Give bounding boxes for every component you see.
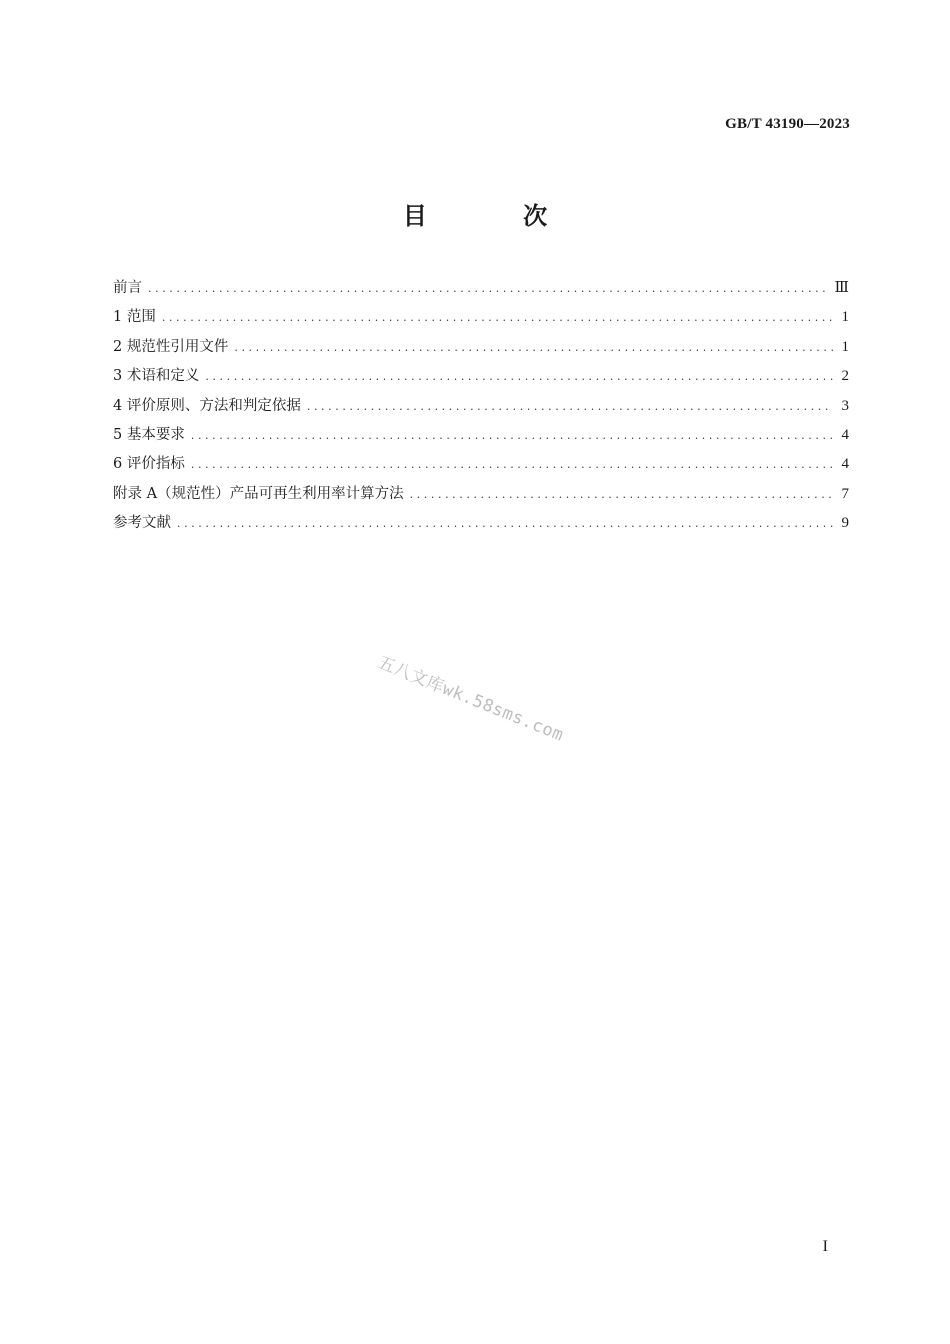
toc-entry-terms-definitions[interactable] <box>113 364 849 393</box>
dot-leader <box>205 370 833 383</box>
toc-entry-foreword[interactable] <box>113 276 849 305</box>
toc-entry-label: 1 范围 <box>113 309 156 326</box>
dot-leader <box>410 488 833 501</box>
page-number: I <box>822 1238 828 1255</box>
toc-entry-page: 7 <box>841 485 849 502</box>
dot-leader <box>234 341 833 354</box>
dot-leader <box>191 458 833 471</box>
toc-title: 目 次 <box>402 202 592 230</box>
toc-entry-page: 4 <box>841 426 849 443</box>
toc-entry-page: 1 <box>841 338 849 355</box>
toc-entry-label: 5 基本要求 <box>113 426 185 443</box>
toc-entry-page: 4 <box>841 456 849 473</box>
toc-entry-label: 4 评价原则、方法和判定依据 <box>113 397 301 414</box>
dot-leader <box>191 429 833 442</box>
dot-leader <box>162 311 833 324</box>
watermark: 五八文库wk.58sms.com <box>374 652 567 746</box>
toc-entry-evaluation-principles[interactable] <box>113 394 849 423</box>
dot-leader <box>177 517 833 530</box>
toc-entry-scope[interactable] <box>113 305 849 334</box>
toc-entry-label: 6 评价指标 <box>113 456 185 473</box>
toc-entry-page: Ⅲ <box>834 280 849 296</box>
toc-entry-bibliography[interactable] <box>113 511 849 540</box>
document-code: GB/T 43190—2023 <box>725 116 850 132</box>
toc-entry-label: 附录 A（规范性）产品可再生利用率计算方法 <box>113 485 404 502</box>
toc-entry-evaluation-indicators[interactable] <box>113 452 849 481</box>
toc-entry-label: 参考文献 <box>113 515 171 532</box>
dot-leader <box>307 400 833 413</box>
dot-leader <box>148 282 829 295</box>
toc-entry-page: 9 <box>841 515 849 532</box>
toc-entry-annex-a[interactable] <box>113 482 849 511</box>
toc-entry-page: 2 <box>841 368 849 385</box>
toc-entry-normative-references[interactable] <box>113 335 849 364</box>
toc-entry-label: 2 规范性引用文件 <box>113 338 229 355</box>
toc-entry-label: 3 术语和定义 <box>113 368 200 385</box>
toc-entry-page: 3 <box>841 397 849 414</box>
toc-entry-page: 1 <box>841 309 849 326</box>
toc-entry-basic-requirements[interactable] <box>113 423 849 452</box>
toc-entry-label: 前言 <box>113 280 142 296</box>
table-of-contents <box>113 276 849 541</box>
